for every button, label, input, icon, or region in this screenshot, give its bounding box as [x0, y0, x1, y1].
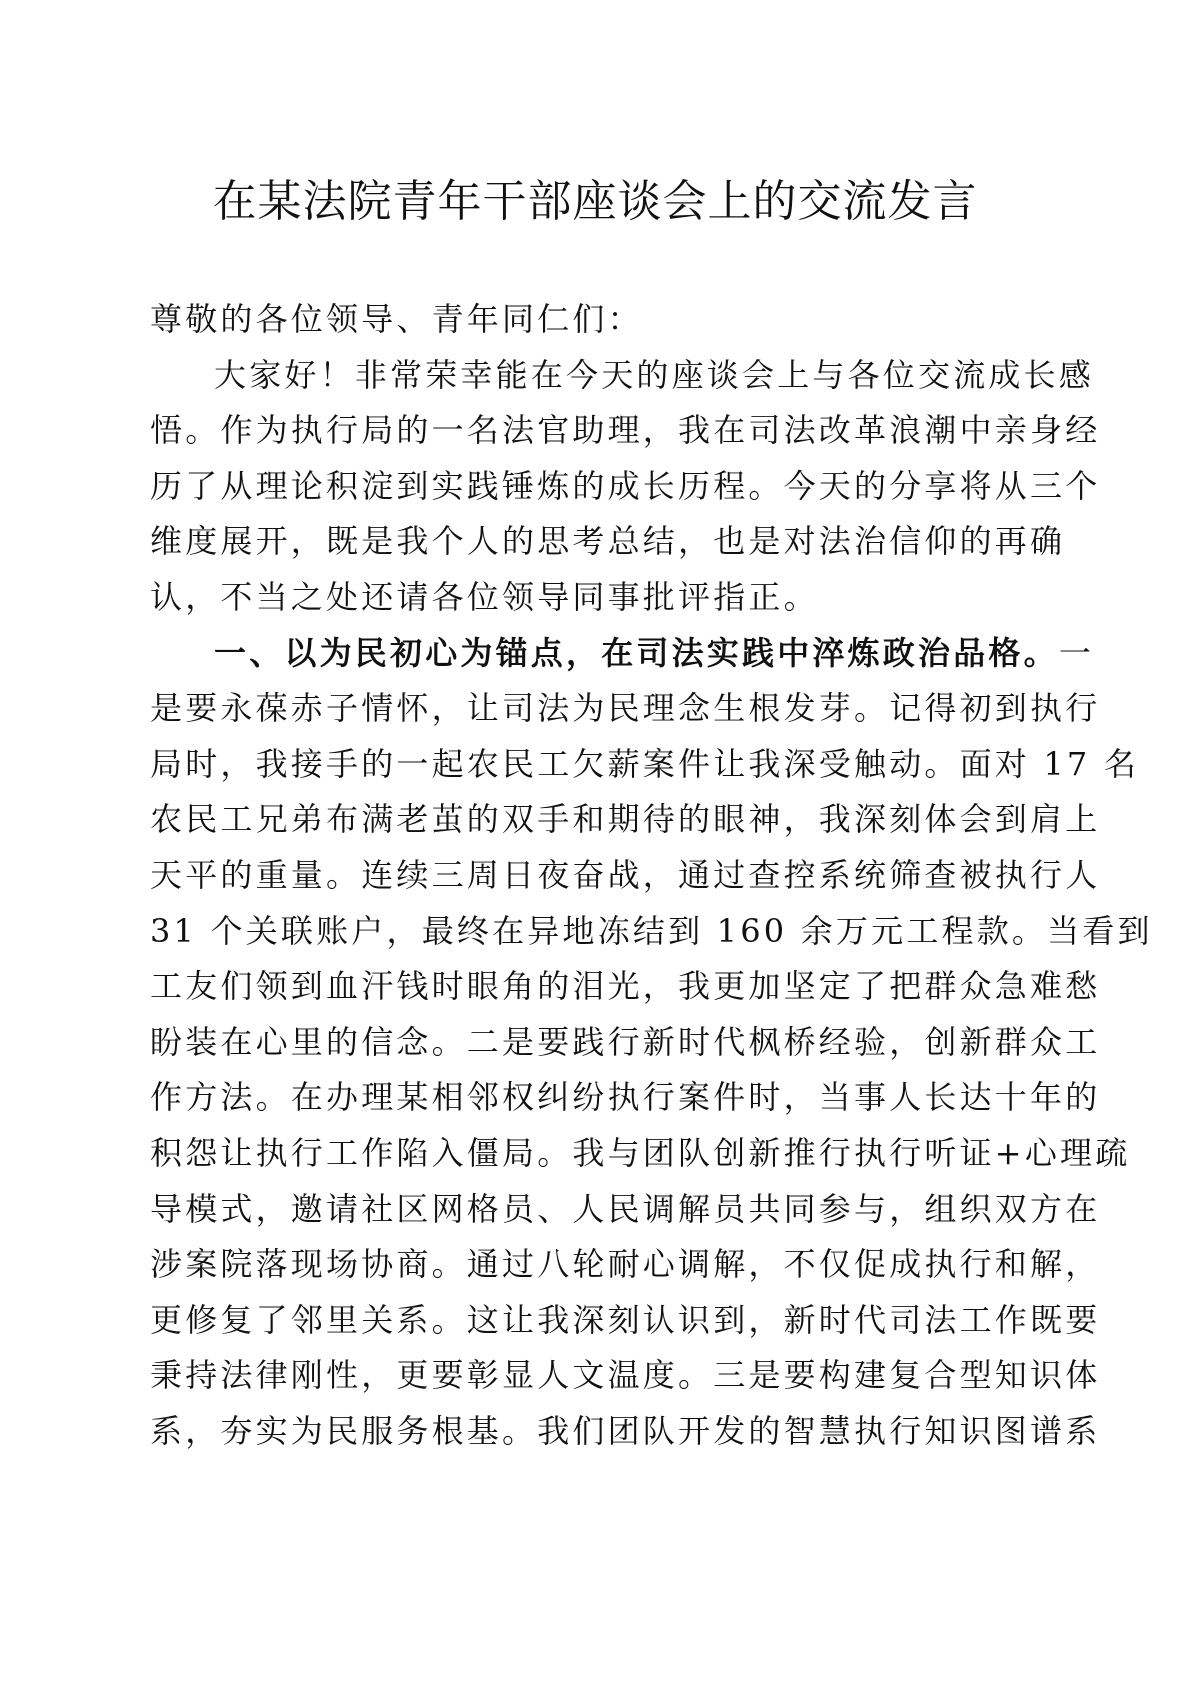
section-line: 是要永葆赤子情怀，让司法为民理念生根发芽。记得初到执行	[150, 689, 1101, 728]
intro-line: 悟。作为执行局的一名法官助理，我在司法改革浪潮中亲身经	[150, 411, 1101, 450]
section-line: 涉案院落现场协商。通过八轮耐心调解，不仅促成执行和解，	[150, 1245, 1101, 1284]
section-line: 局时，我接手的一起农民工欠薪案件让我深受触动。面对 17 名	[150, 744, 1140, 783]
intro-line: 认，不当之处还请各位领导同事批评指正。	[150, 577, 819, 616]
intro-line: 历了从理论积淀到实践锤炼的成长历程。今天的分享将从三个	[150, 466, 1101, 505]
section-line: 更修复了邻里关系。这让我深刻认识到，新时代司法工作既要	[150, 1300, 1101, 1339]
section-heading-tail: 一	[1058, 633, 1095, 672]
section-line: 积怨让执行工作陷入僵局。我与团队创新推行执行听证+心理疏	[150, 1133, 1131, 1172]
section-heading: 一、以为民初心为锚点，在司法实践中淬炼政治品格。	[214, 633, 1059, 672]
salutation: 尊敬的各位领导、青年同仁们：	[150, 300, 643, 338]
section-line: 作方法。在办理某相邻权纠纷执行案件时，当事人长达十年的	[150, 1078, 1101, 1117]
document-title: 在某法院青年干部座谈会上的交流发言	[212, 176, 978, 227]
document-body	[150, 292, 1153, 1459]
section-line: 系，夯实为民服务根基。我们团队开发的智慧执行知识图谱系	[150, 1411, 1101, 1450]
intro-line: 维度展开，既是我个人的思考总结，也是对法治信仰的再确	[150, 522, 1066, 561]
section-line: 31 个关联账户，最终在异地冻结到 160 余万元工程款。当看到	[150, 911, 1153, 950]
intro-line: 大家好！非常荣幸能在今天的座谈会上与各位交流成长感	[214, 355, 1095, 394]
section-first-line	[150, 626, 1095, 682]
section-line: 农民工兄弟布满老茧的双手和期待的眼神，我深刻体会到肩上	[150, 800, 1101, 839]
section-line: 盼装在心里的信念。二是要践行新时代枫桥经验，创新群众工	[150, 1022, 1101, 1061]
section-line: 工友们领到血汗钱时眼角的泪光，我更加坚定了把群众急难愁	[150, 967, 1101, 1006]
section-line: 秉持法律刚性，更要彰显人文温度。三是要构建复合型知识体	[150, 1356, 1101, 1395]
section-line: 天平的重量。连续三周日夜奋战，通过查控系统筛查被执行人	[150, 855, 1101, 894]
section-line: 导模式，邀请社区网格员、人民调解员共同参与，组织双方在	[150, 1189, 1101, 1228]
